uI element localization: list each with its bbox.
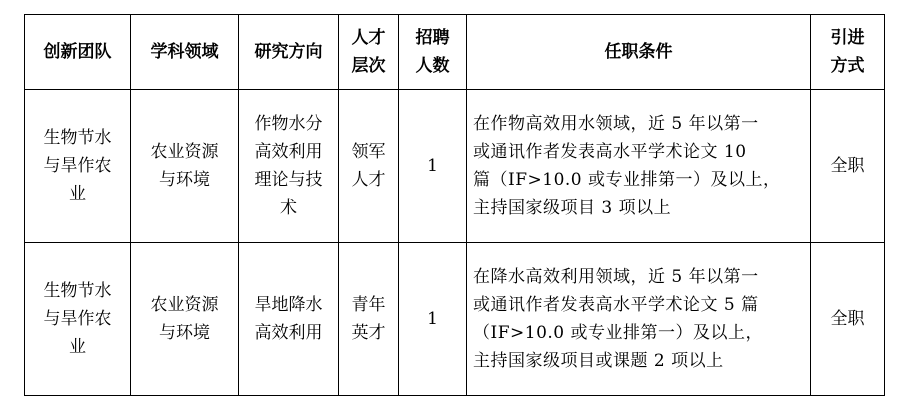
header-intro-mode-line: 引进 [830,28,865,48]
header-talent-level-line: 人才 [351,28,386,48]
cell-recruit-count: 1 [399,90,467,243]
cell-line: （IF>10.0 或专业排第一）及以上， [473,323,764,343]
cell-line: 在降水高效利用领域，近 5 年以第一 [473,267,759,287]
header-conditions: 任职条件 [467,15,811,90]
cell-line: 与环境 [159,170,210,190]
cell-conditions [467,90,811,243]
cell-intro-mode: 全职 [811,243,885,396]
header-team: 创新团队 [25,15,131,90]
header-row [25,15,885,90]
cell-line: 青年 [351,295,386,315]
header-recruit-count-line: 招聘 [415,28,450,48]
recruitment-table-container [24,14,885,396]
header-recruit-count-line: 人数 [415,56,450,76]
cell-line: 业 [69,337,86,357]
header-intro-mode-line: 方式 [830,56,865,76]
cell-field [131,243,239,396]
cell-line: 或通讯作者发表高水平学术论文 5 篇 [473,295,759,315]
cell-line: 农业资源 [150,295,219,315]
header-intro-mode [811,15,885,90]
cell-line: 旱地降水 [254,295,323,315]
cell-line: 人才 [351,170,386,190]
cell-direction [239,243,339,396]
cell-talent-level [339,243,399,396]
cell-line: 与旱作农 [43,309,112,329]
cell-line: 作物水分 [254,114,323,134]
cell-line: 业 [69,184,86,204]
cell-direction [239,90,339,243]
table-row [25,243,885,396]
cell-conditions [467,243,811,396]
cell-line: 主持国家级项目或课题 2 项以上 [473,351,724,371]
cell-line: 与旱作农 [43,156,112,176]
cell-line: 生物节水 [43,281,112,301]
cell-line: 农业资源 [150,142,219,162]
cell-team [25,90,131,243]
cell-intro-mode: 全职 [811,90,885,243]
header-recruit-count [399,15,467,90]
header-talent-level-line: 层次 [351,56,386,76]
cell-line: 或通讯作者发表高水平学术论文 10 [473,142,747,162]
header-field: 学科领域 [131,15,239,90]
cell-line: 高效利用 [254,142,323,162]
cell-recruit-count: 1 [399,243,467,396]
cell-line: 领军 [351,142,386,162]
cell-line: 术 [280,198,297,218]
cell-team [25,243,131,396]
cell-field [131,90,239,243]
cell-line: 与环境 [159,323,210,343]
header-direction: 研究方向 [239,15,339,90]
table-row [25,90,885,243]
recruitment-table [24,14,885,396]
cell-line: 主持国家级项目 3 项以上 [473,198,672,218]
cell-line: 生物节水 [43,128,112,148]
cell-line: 在作物高效用水领域，近 5 年以第一 [473,114,759,134]
header-talent-level [339,15,399,90]
cell-line: 英才 [351,323,386,343]
cell-line: 篇（IF>10.0 或专业排第一）及以上， [473,170,781,190]
cell-talent-level [339,90,399,243]
cell-line: 高效利用 [254,323,323,343]
cell-line: 理论与技 [254,170,323,190]
